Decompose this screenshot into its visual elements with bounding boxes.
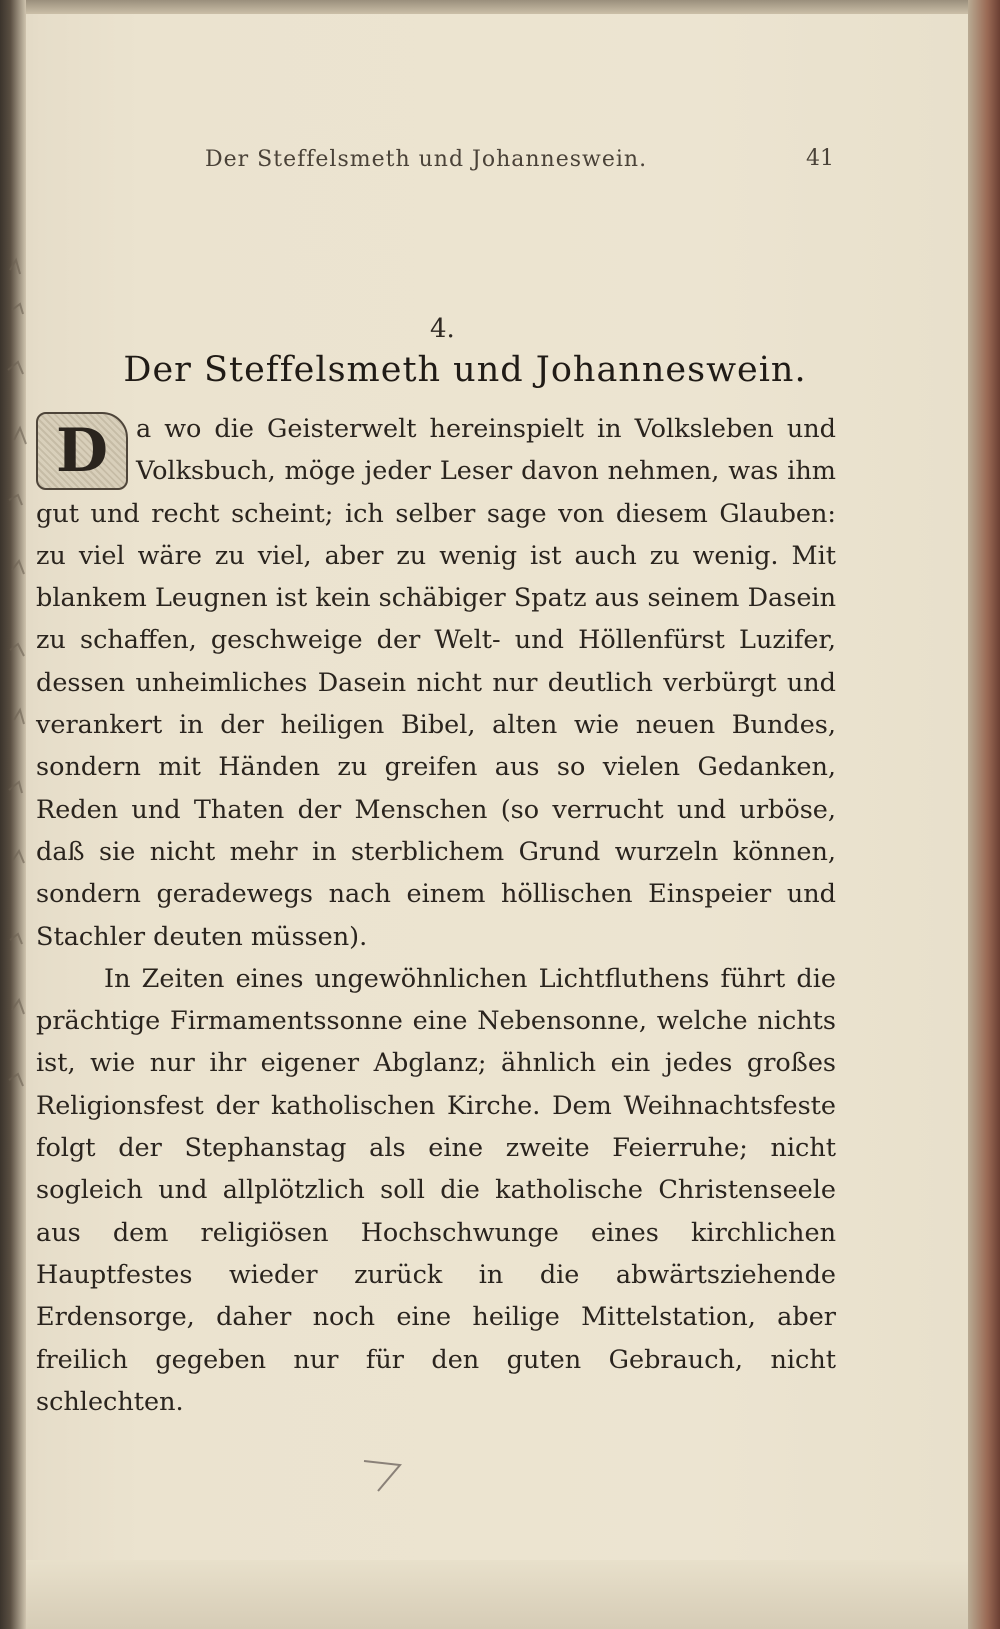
pencil-mark (360, 1455, 408, 1495)
book-edge (968, 0, 1000, 1629)
initial-letter: D (55, 416, 109, 486)
page-number: 41 (806, 146, 834, 171)
chapter-number: 4. (430, 314, 455, 344)
decorated-initial (36, 412, 128, 490)
paragraph-2: In Zeiten eines ungewöhnlichen Lichtfluthens führt die prächtige Firmamentssonne eine Nebensonne, welche nichts ist, wie nur ihr eigener Abglanz; ähnlich ein jedes großes Religionsfest der katholischen Kirche. Dem Weihnachtsfeste folgt der Stephanstag als eine zweite Feierruhe; nicht sogleich und allplötzlich soll die katholische Christenseele aus dem religiösen Hochschwunge eines kirchlichen Hauptfestes wieder zurück in die abwärtsziehende Erdensorge, daher noch eine heilige Mittelstation, aber freilich gegeben nur für den guten Gebrauch, nicht schlechten. (36, 963, 836, 1417)
paragraph-1 (36, 408, 836, 958)
running-head: Der Steffelsmeth und Johanneswein. (205, 147, 648, 172)
page-top-edge (0, 0, 1000, 14)
paragraph-1-text: a wo die Geisterwelt hereinspielt in Volksleben und Volksbuch, möge jeder Leser davon nehmen, was ihm gut und recht scheint; ich selber sage von diesem Glauben: zu viel wäre zu viel, aber zu wenig ist auch zu wenig. Mit blankem Leugnen ist kein schäbiger Spatz aus seinem Dasein zu schaffen, geschweige der Welt- und Höllenfürst Luzifer, dessen unheimliches Dasein nicht nur deutlich verbürgt und verankert in der heiligen Bibel, alten wie neuen Bundes, sondern mit Händen zu greifen aus so vielen Gedanken, Reden und Thaten der Menschen (so verrucht und urböse, daß sie nicht mehr in sterblichem Grund wurzeln können, sondern geradewegs nach einem höllischen Einspeier und Stachler deuten müssen). (36, 414, 836, 952)
chapter-title: Der Steffelsmeth und Johanneswein. (123, 350, 807, 390)
bleed-through-marks (0, 250, 36, 1150)
page-bottom-margin (26, 1560, 968, 1629)
body-text (36, 408, 836, 1423)
